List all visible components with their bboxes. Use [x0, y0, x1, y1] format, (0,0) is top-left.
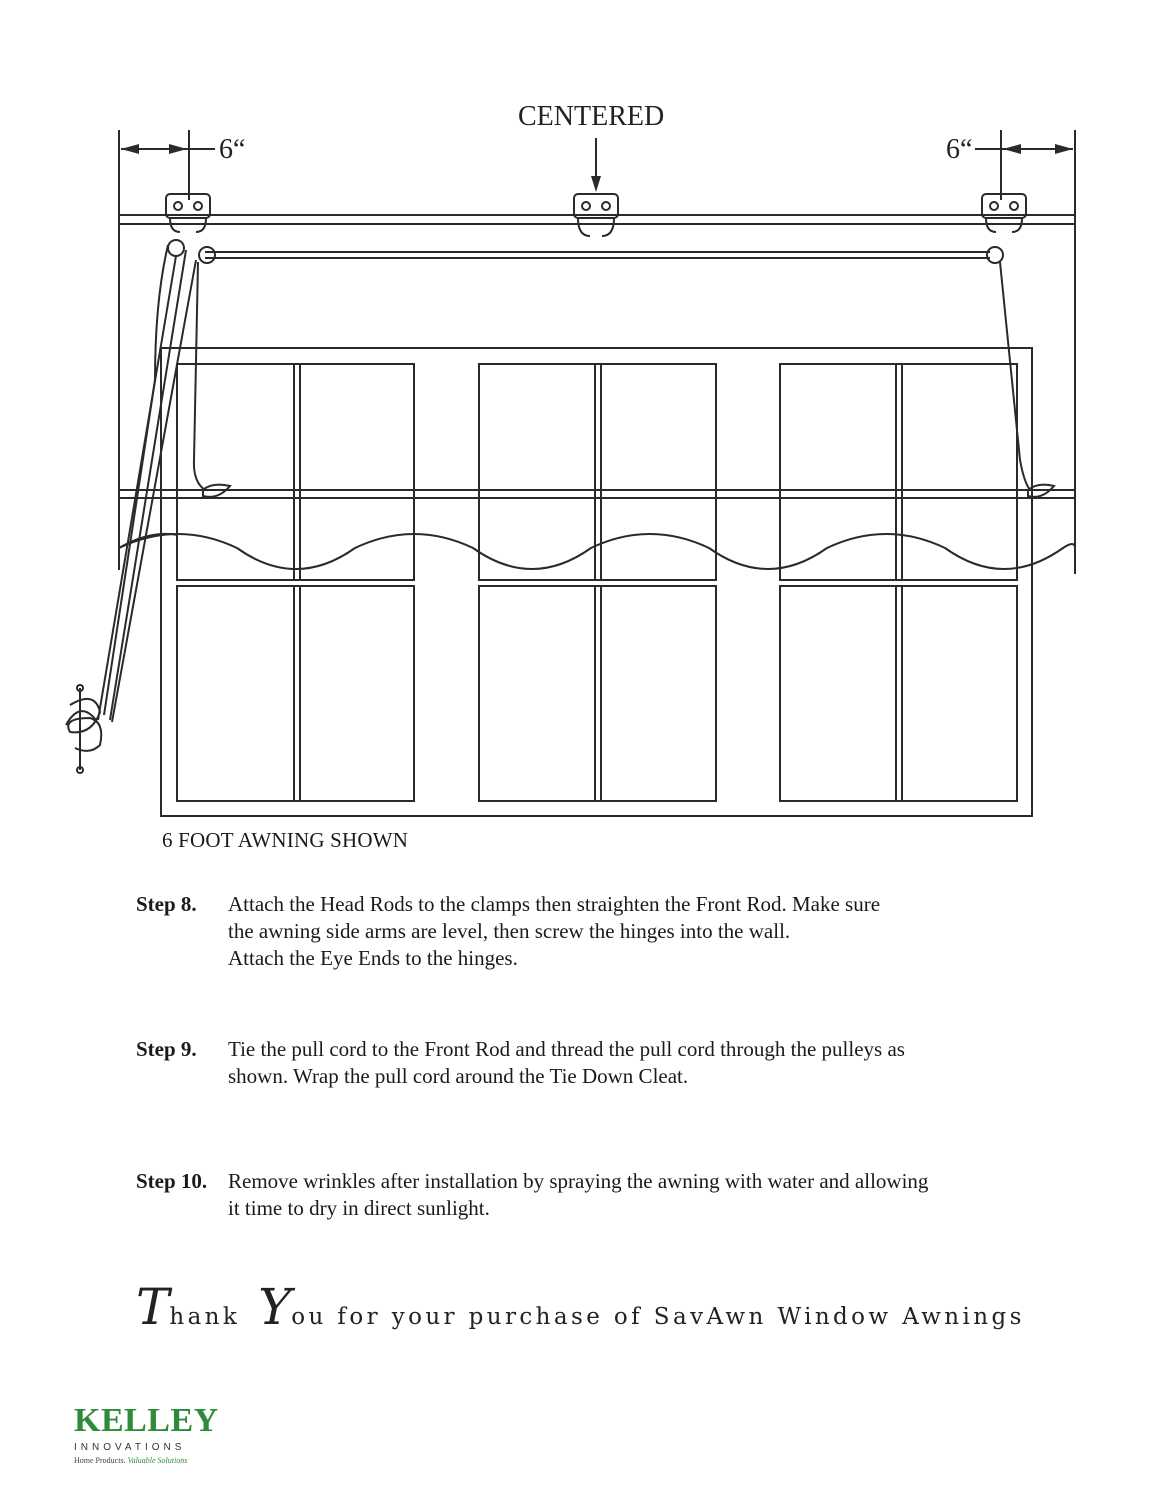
window-pane-right-lower: [780, 586, 1017, 801]
thanks-rest: ou for your purchase of SavAwn Window Awnings: [291, 1304, 1025, 1330]
centered-label: CENTERED: [518, 101, 665, 132]
step-line: Tie the pull cord to the Front Rod and thread the pull cord through the pulleys as: [228, 1037, 905, 1061]
window-pane-left-lower: [177, 586, 414, 801]
scalloped-valance: [119, 534, 1075, 574]
step-line: shown. Wrap the pull cord around the Tie Down Cleat.: [228, 1064, 689, 1088]
step-line: Attach the Head Rods to the clamps then straighten the Front Rod. Make sure: [228, 892, 881, 916]
step-10: [136, 1168, 1036, 1222]
thanks-script-capital-t: T: [136, 1278, 170, 1336]
right-dimension-label: 6“: [946, 134, 973, 165]
thanks-script-capital-y: Y: [258, 1278, 292, 1336]
step-8: [136, 891, 1036, 972]
step-label: Step 10.: [136, 1169, 208, 1193]
step-line: it time to dry in direct sunlight.: [228, 1196, 490, 1220]
right-clamp: [982, 194, 1026, 232]
head-rod: [119, 215, 1075, 224]
right-side-arm: [1000, 262, 1030, 490]
window-pane-center-upper: [479, 364, 716, 580]
tie-down-cleat: [66, 685, 101, 773]
window-pane-right-upper: [780, 364, 1017, 580]
thank-you-message: [136, 1278, 1025, 1336]
step-line: Remove wrinkles after installation by spraying the awning with water and allowing: [228, 1169, 929, 1193]
right-pulley: [987, 247, 1003, 263]
window-pane-left-upper: [177, 364, 414, 580]
kelley-logo: [74, 1403, 224, 1467]
window-pane-center-lower: [479, 586, 716, 801]
step-line: Attach the Eye Ends to the hinges.: [228, 946, 518, 970]
logo-name: KELLEY: [74, 1402, 219, 1439]
logo-tag-plain: Home Products.: [74, 1456, 126, 1465]
step-label: Step 9.: [136, 1037, 197, 1061]
step-label: Step 8.: [136, 892, 197, 916]
logo-sub: INNOVATIONS: [74, 1442, 186, 1453]
step-9: [136, 1036, 1036, 1090]
front-rod: [119, 490, 1075, 498]
left-pulley: [168, 240, 184, 256]
left-side-arm: [194, 262, 205, 490]
diagram-caption: 6 FOOT AWNING SHOWN: [162, 828, 409, 852]
step-line: the awning side arms are level, then screw the hinges into the wall.: [228, 919, 791, 943]
left-pulley-2: [199, 247, 215, 263]
left-dimension-label: 6“: [219, 134, 246, 165]
logo-tag-green: Valuable Solutions: [127, 1456, 188, 1465]
logo-tagline: [74, 1455, 224, 1467]
pull-cord: [104, 245, 168, 715]
thanks-word-hank: hank: [169, 1304, 241, 1330]
